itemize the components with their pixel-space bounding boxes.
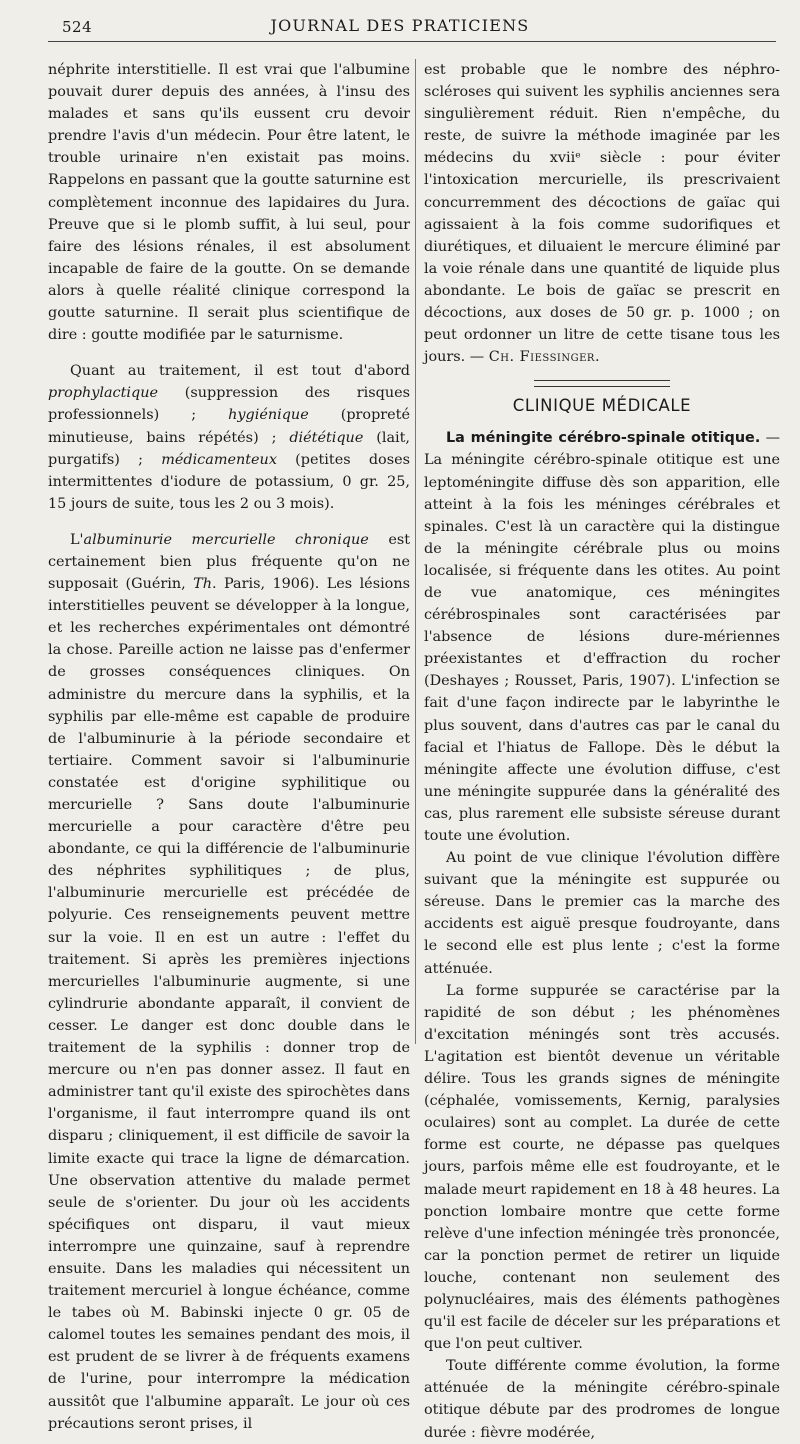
italic-term: albuminurie mercurielle chronique bbox=[83, 531, 369, 548]
paragraph: Toute différente comme évolution, la forme atténuée de la méningite cérébro-spinale otitique débute par des prodromes de longue durée : fièvre modérée, bbox=[424, 1358, 780, 1441]
italic-term: diététique bbox=[289, 429, 364, 446]
text-run: Quant au traitement, il est tout d'abord bbox=[70, 363, 410, 380]
paragraph-treatment bbox=[48, 360, 410, 515]
text-run: est certainement bien plus fréquente qu'on ne supposait (Guérin, bbox=[48, 531, 411, 593]
paragraph: La forme suppurée se caractérise par la rapidité de son début ; les phénomènes d'excitation méningés sont très accusés. L'agitation est bientôt devenue un véritable délire. Tous les grands signes de méningite (céphalée, vomissements, Kernig, paralysies oculaires) sont au complet. La durée de cette forme est courte, ne dépasse pas quelques jours, parfois même elle est foudroyante, et le malade meurt rapidement en 18 à 48 heures. La ponction lombaire montre que cette forme relève d'une infection méningée très prononcée, car la ponction permet de retirer un liquide louche, contenant non seulement des polynucléaires, mais des éléments pathogènes qu'il est facile de déceler sur les préparations et que l'on peut cultiver. bbox=[424, 982, 780, 1353]
author-signature: Ch. Fiessinger. bbox=[488, 349, 601, 366]
text-run: (lait, purgatifs) ; bbox=[48, 429, 410, 468]
page-header bbox=[0, 0, 800, 44]
text-run: Paris, 1906). Les lésions interstitielles peuvent se développer à la longue, et les recherches expérimentales ont démontré la chose. Pareille action ne laisse pas d'enfermer de grosses conséquences cliniques. On administre du mercure dans la syphilis, et la syphilis par elle-même est capable de produire de l'albuminurie à la période secondaire et tertiaire. Comment savoir si l'albuminurie constatée est d'origine syphilitique ou mercurielle ? Sans doute l'albuminurie mercurielle a pour caractère d'être peu abondante, ce qui la différencie de l'albuminurie des néphrites syphilitiques ; de plus, l'albuminurie mercurielle est précédée de polyurie. Ces renseignements peuvent mettre sur la voie. Il en est un autre : l'effet du traitement. Si après les premières injections mercurielles l'albuminurie augmente, si une cylindrurie abondante apparaît, il convient de cesser. Le danger est donc double dans le traitement de la syphilis : donner trop de mercure ou n'en pas donner assez. Il faut en administrer tant qu'il existe des spirochètes dans l'organisme, il faut interrompre quand ils ont disparu ; cliniquement, il est difficile de savoir la limite exacte qui trace la ligne de démarcation. Une observation attentive du malade permet seule de s'orienter. Du jour où les accidents spécifiques ont disparu, il vaut mieux interrompre une quinzaine, sauf à reprendre ensuite. Dans les maladies qui nécessitent un traitement mercuriel à longue échéance, comme le tabes où M. Babinski injecte 0 gr. 05 de calomel toutes les semaines pendant des mois, il est prudent de se livrer à de fréquents examens de l'urine, pour interrompre la médication aussitôt que l'albumine apparaît. Le jour où ces précautions seront prises, il bbox=[48, 576, 410, 1432]
paragraph-mercurial-albuminuria bbox=[48, 529, 410, 1435]
italic-term: Th. bbox=[193, 576, 217, 593]
text-run: — La méningite cérébro-spinale otitique est une leptoméningite diffuse dès son apparition, elle atteint à la fois les méninges cérébrales et spinales. C'est là un caractère qui la distingue de la méningite cérébrale plus ou moins localisée, si fréquente dans les otites. Au point de vue anatomique, ces méningites cérébrospinales sont caractérisées par l'absence de lésions dure-mériennes préexistantes et d'effraction du rocher (Deshayes ; Rousset, Paris, 1907). L'infection se fait d'une façon indirecte par le labyrinthe le plus souvent, dans d'autres cas par le canal du facial et l'hiatus de Fallope. Dès le début la méningite affecte une évolution diffuse, c'est une méningite suppurée dans la généralité des cas, plus rarement elle subsiste séreuse durant toute une évolution. bbox=[424, 430, 780, 844]
left-column bbox=[48, 59, 411, 1432]
text-run: est probable que le nombre des néphro-scléroses qui suivent les syphilis anciennes sera singulièrement réduit. Rien n'empêche, du reste, de suivre la méthode imaginée par les médecins du xviiᵉ siècle : pour éviter l'intoxication mercurielle, ils prescrivaient concurremment des décoctions de gaïac qui agissaient à la fois comme sudorifiques et diurétiques, et diluaient le mercure éliminé par la voie rénale dans une quantité de liquide plus abondante. Le bois de gaïac se prescrit en décoctions, aux doses de 50 gr. p. 1000 ; on peut ordonner un litre de cette tisane tous les jours. — bbox=[424, 62, 780, 366]
paragraph-continuation bbox=[424, 59, 780, 368]
text-run: (suppression des risques professionnels) ; bbox=[48, 385, 410, 424]
article-title: La méningite cérébro-spinale otitique. bbox=[446, 430, 761, 447]
column-divider bbox=[415, 59, 416, 1044]
paragraph: Au point de vue clinique l'évolution diffère suivant que la méningite est suppurée ou séreuse. Dans le premier cas la marche des accidents est aiguë presque foudroyante, dans le second elle est plus lente ; c'est la forme atténuée. bbox=[424, 850, 780, 977]
right-column bbox=[424, 59, 780, 1441]
paragraph: néphrite interstitielle. Il est vrai que l'albumine pouvait durer depuis des années, à l'insu des malades et sans qu'ils eussent cru devoir prendre l'avis d'un médecin. Pour être latent, le trouble urinaire n'en existait pas moins. Rappelons en passant que la goutte saturnine est complètement inconnue des lapidaires du Jura. Preuve que si le plomb suffit, à lui seul, pour faire des lésions rénales, il est absolument incapable de faire de la goutte. On se demande alors à quelle réalité clinique correspond la goutte saturnine. Il serait plus scientifique de dire : goutte modifiée par le saturnisme. bbox=[48, 62, 410, 344]
text-run: (propreté minutieuse, bains répétés) ; bbox=[48, 407, 410, 446]
paragraph-article-intro bbox=[424, 427, 780, 847]
running-title: JOURNAL DES PRATICIENS bbox=[270, 16, 530, 35]
italic-term: prophylactique bbox=[48, 385, 158, 402]
section-heading-block bbox=[424, 380, 780, 417]
section-rule bbox=[534, 380, 670, 387]
section-title: CLINIQUE MÉDICALE bbox=[512, 396, 692, 416]
italic-term: hygiénique bbox=[228, 407, 309, 424]
italic-term: médicamenteux bbox=[161, 451, 277, 468]
header-rule bbox=[48, 41, 776, 42]
text-run: (petites doses intermittentes d'iodure de potassium, 0 gr. 25, 15 jours de suite, tous les 2 ou 3 mois). bbox=[48, 451, 410, 512]
text-run: L' bbox=[70, 531, 84, 548]
page-number: 524 bbox=[62, 18, 93, 36]
